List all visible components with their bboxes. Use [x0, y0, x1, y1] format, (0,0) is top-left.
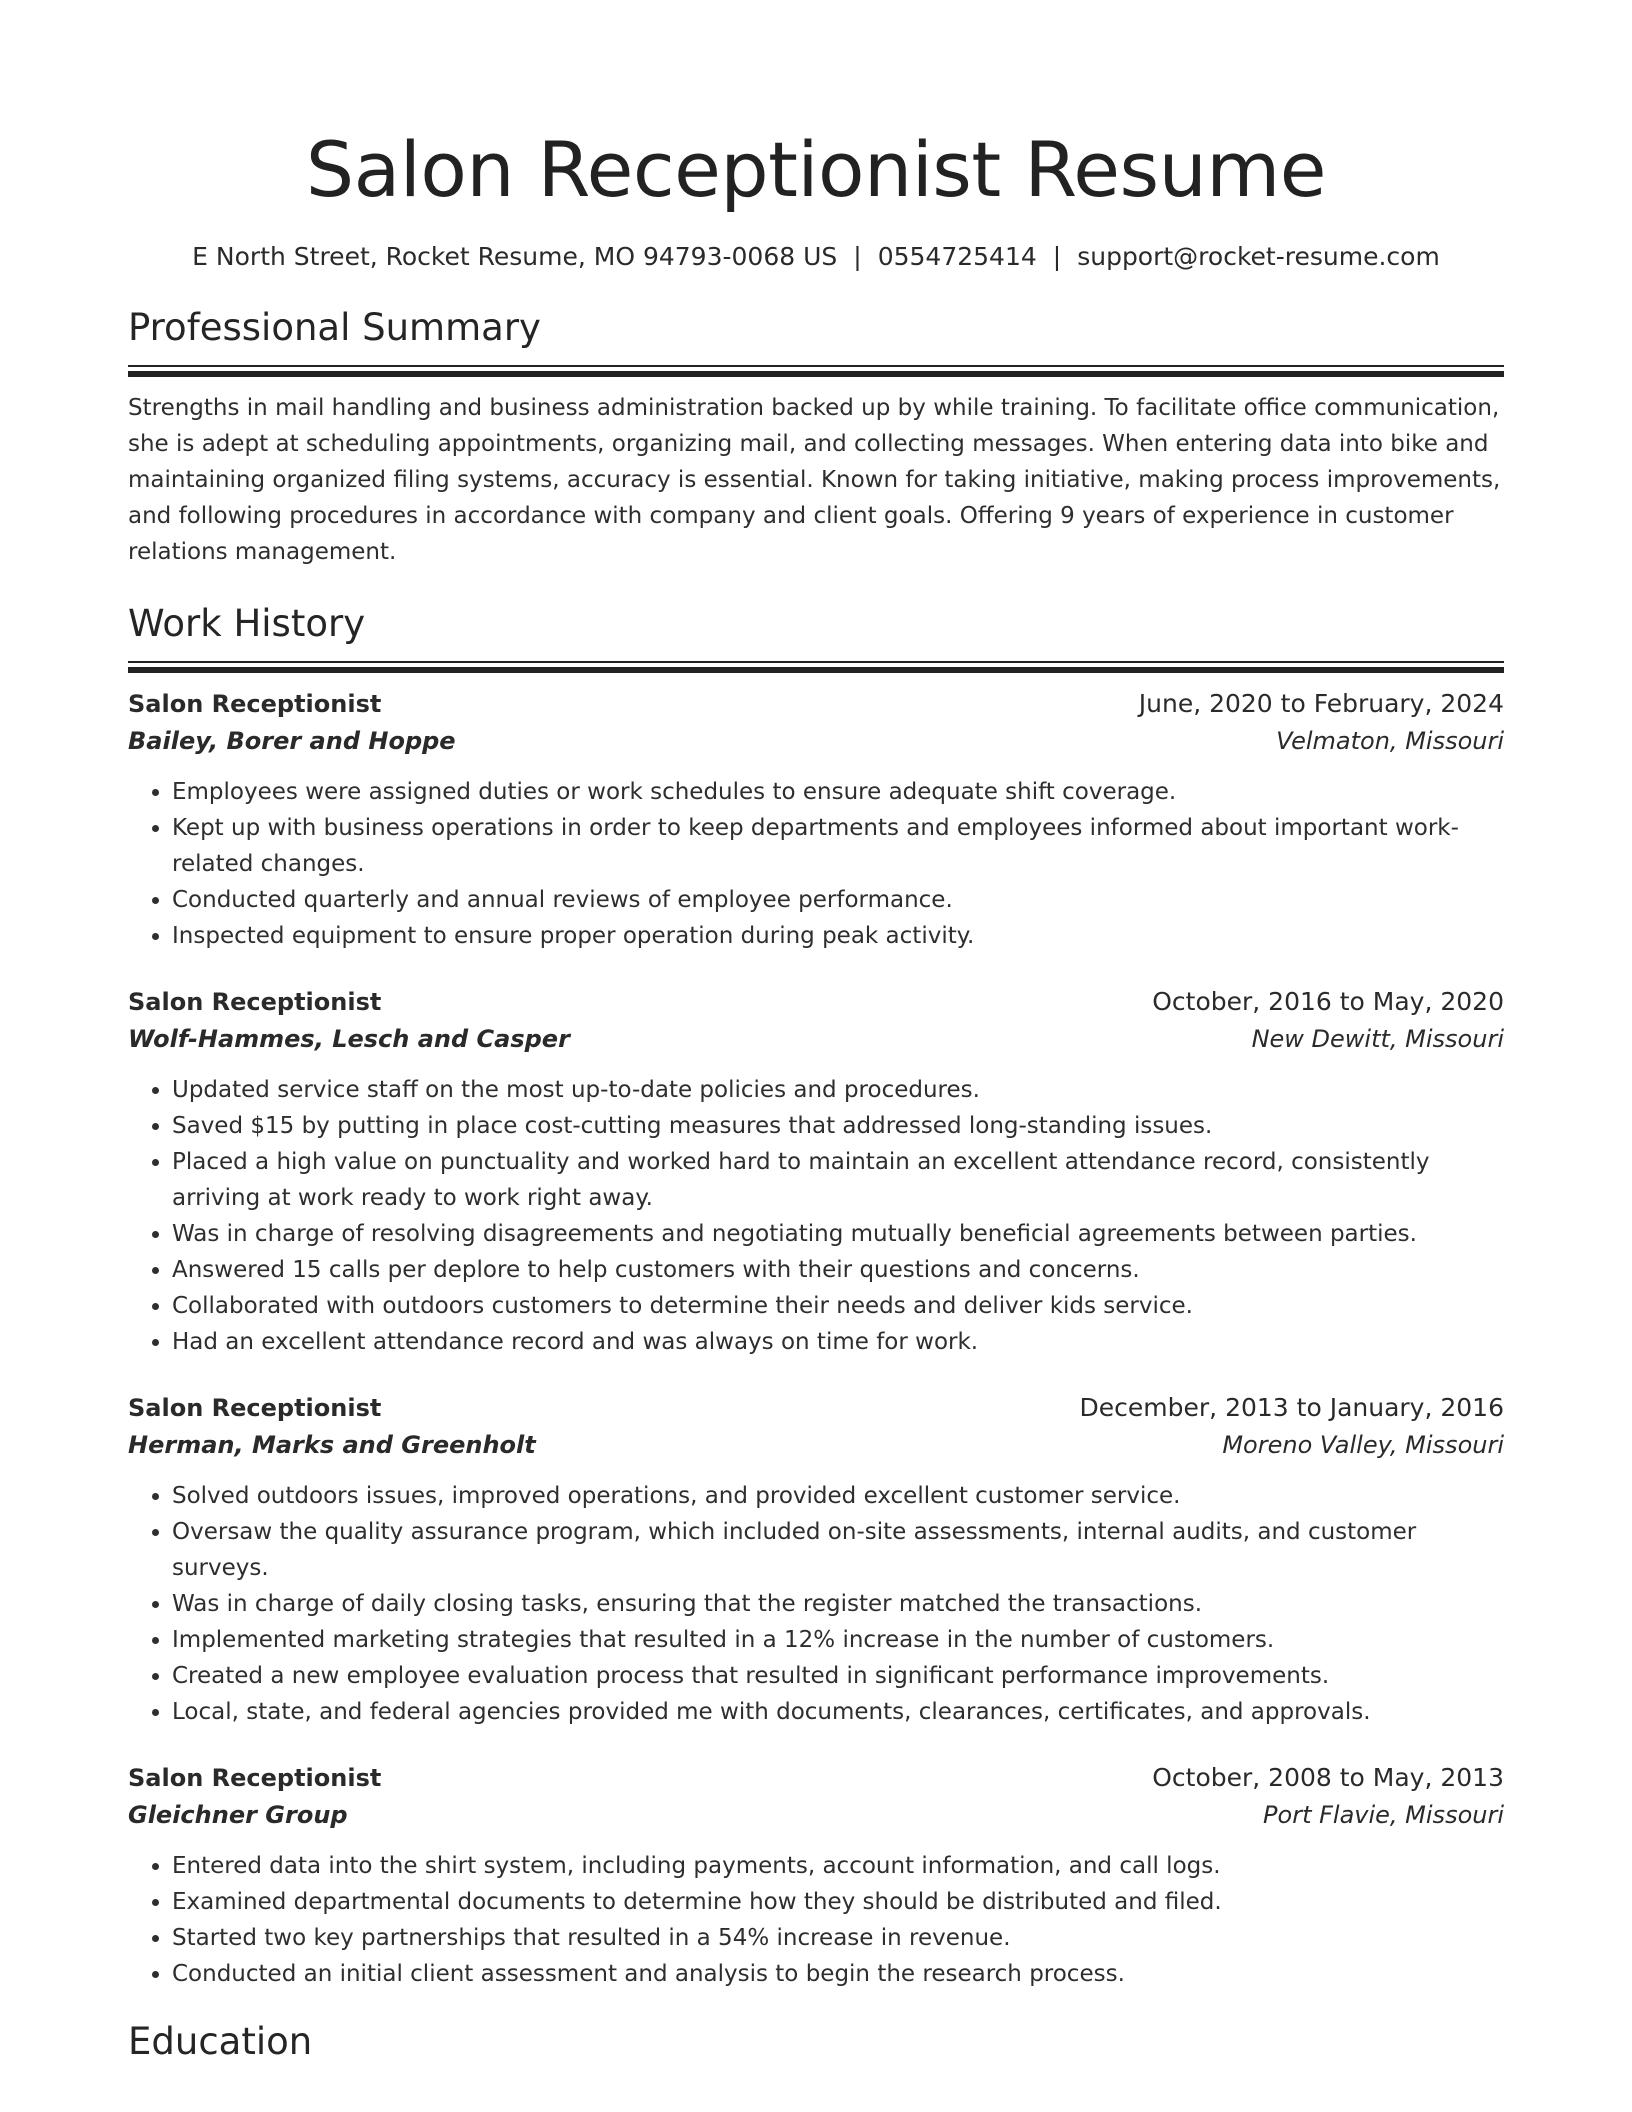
job-location: Moreno Valley, Missouri [1222, 1431, 1504, 1459]
resume-page [128, 0, 1504, 2066]
job-bullet: • Entered data into the shirt system, including payments, account information, and call logs. [172, 1848, 1504, 1884]
contact-address: E North Street, Rocket Resume, MO 94793-0068 US [192, 242, 838, 271]
summary-section [128, 304, 1504, 570]
job-bullet: • Collaborated with outdoors customers to determine their needs and deliver kids service. [172, 1288, 1504, 1324]
job-bullet: • Started two key partnerships that resulted in a 54% increase in revenue. [172, 1920, 1504, 1956]
job-bullet-list [128, 1072, 1504, 1360]
contact-separator: | [1052, 242, 1062, 271]
job-bullet: • Oversaw the quality assurance program, which included on-site assessments, internal audits, and customer surveys. [172, 1514, 1504, 1586]
job-company: Wolf-Hammes, Lesch and Casper [128, 1025, 570, 1053]
contact-email[interactable]: support@rocket-resume.com [1077, 242, 1440, 271]
job-title: Salon Receptionist [128, 988, 382, 1016]
job-bullet: • Updated service staff on the most up-to-date policies and procedures. [172, 1072, 1504, 1108]
job-title: Salon Receptionist [128, 1764, 382, 1792]
job-title: Salon Receptionist [128, 690, 382, 718]
section-heading-education: Education [128, 2020, 313, 2063]
job-company: Herman, Marks and Greenholt [128, 1431, 536, 1459]
job-title: Salon Receptionist [128, 1394, 382, 1422]
job-dates: December, 2013 to January, 2016 [1079, 1393, 1504, 1422]
job-entry [128, 984, 1504, 1360]
summary-paragraph: Strengths in mail handling and business administration backed up by while training. To facilitate office communication, she is adept at scheduling appointments, organizing mail, and collecting messages. When entering data into bike and maintaining organized filing systems, accuracy is essential. Known for taking initiative, making process improvements, and following procedures in accordance with company and client goals. Offering 9 years of experience in customer relations management. [128, 395, 1501, 565]
job-bullet: • Conducted an initial client assessment and analysis to begin the research process. [172, 1956, 1504, 1992]
job-bullet: • Conducted quarterly and annual reviews of employee performance. [172, 882, 1504, 918]
section-divider [128, 661, 1504, 672]
job-bullet: • Created a new employee evaluation process that resulted in significant performance improvements. [172, 1658, 1504, 1694]
job-entry [128, 1760, 1504, 1992]
job-bullet: • Inspected equipment to ensure proper operation during peak activity. [172, 918, 1504, 954]
contact-phone: 0554725414 [877, 242, 1037, 271]
contact-line [128, 240, 1504, 274]
job-bullet-list [128, 1848, 1504, 1992]
job-entry [128, 686, 1504, 954]
job-bullet: • Local, state, and federal agencies provided me with documents, clearances, certificates, and approvals. [172, 1694, 1504, 1730]
contact-separator: | [853, 242, 862, 271]
job-bullet: • Placed a high value on punctuality and worked hard to maintain an excellent attendance record, consistently arriving at work ready to work right away. [172, 1144, 1504, 1216]
job-bullet: • Examined departmental documents to determine how they should be distributed and filed. [172, 1884, 1504, 1920]
job-bullet: • Employees were assigned duties or work schedules to ensure adequate shift coverage. [172, 774, 1504, 810]
job-location: Velmaton, Missouri [1276, 727, 1504, 755]
job-dates: October, 2008 to May, 2013 [1152, 1763, 1504, 1792]
job-dates: October, 2016 to May, 2020 [1152, 987, 1504, 1016]
section-heading-summary: Professional Summary [128, 306, 541, 349]
education-section [128, 2018, 1504, 2066]
job-company: Gleichner Group [128, 1801, 348, 1829]
job-location: Port Flavie, Missouri [1263, 1801, 1504, 1829]
work-history-section [128, 600, 1504, 1992]
job-bullet: • Implemented marketing strategies that resulted in a 12% increase in the number of customers. [172, 1622, 1504, 1658]
job-bullet: • Had an excellent attendance record and was always on time for work. [172, 1324, 1504, 1360]
job-bullet: • Kept up with business operations in order to keep departments and employees informed about important work-related changes. [172, 810, 1504, 882]
job-location: New Dewitt, Missouri [1251, 1025, 1504, 1053]
job-bullet-list [128, 1478, 1504, 1730]
job-bullet: • Saved $15 by putting in place cost-cutting measures that addressed long-standing issues. [172, 1108, 1504, 1144]
job-entry [128, 1390, 1504, 1730]
job-bullet: • Answered 15 calls per deplore to help customers with their questions and concerns. [172, 1252, 1504, 1288]
job-bullet: • Was in charge of resolving disagreements and negotiating mutually beneficial agreements between parties. [172, 1216, 1504, 1252]
job-bullet: • Was in charge of daily closing tasks, ensuring that the register matched the transactions. [172, 1586, 1504, 1622]
job-dates: June, 2020 to February, 2024 [1138, 689, 1504, 718]
section-heading-work-history: Work History [128, 602, 366, 645]
job-bullet-list [128, 774, 1504, 954]
job-bullet: • Solved outdoors issues, improved operations, and provided excellent customer service. [172, 1478, 1504, 1514]
resume-title: Salon Receptionist Resume [305, 125, 1327, 214]
job-company: Bailey, Borer and Hoppe [128, 727, 456, 755]
section-divider [128, 365, 1504, 376]
